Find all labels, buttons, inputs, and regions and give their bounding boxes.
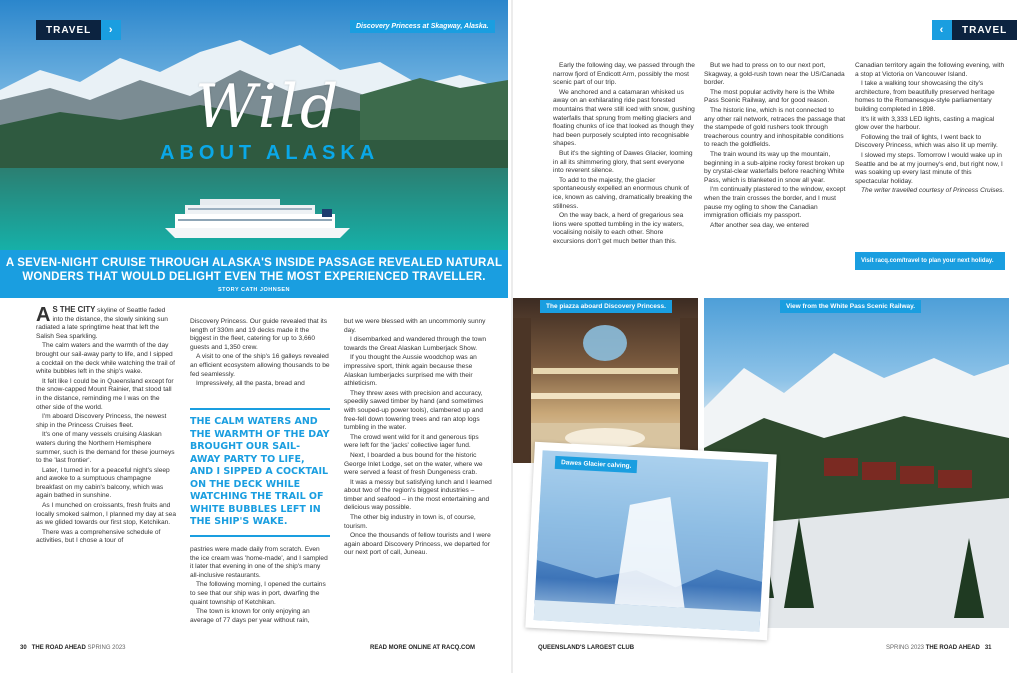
standfirst: A SEVEN-NIGHT CRUISE THROUGH ALASKA'S INSIDE PASSAGE REVEALED NATURAL WONDERS THAT WOULD DELIGHT EVEN THE MOST EXPERIENCED TRAVELLER. [5, 257, 503, 283]
footer-read-more: READ MORE ONLINE AT RACQ.COM [370, 645, 475, 651]
paragraph: It felt like I could be in Queensland except for the snow-capped Mount Rainier, that stood tall in the distance, reminding me I was on the other side of the world. [36, 377, 174, 411]
paragraph: The most popular activity here is the White Pass Scenic Railway, and for good reason. [704, 88, 835, 105]
magazine-name: THE ROAD AHEAD [925, 645, 980, 651]
paragraph: pastries were made daily from scratch. Even the ice cream was 'home-made', and I sampled it later that evening in one of the ship's many all-inclusive restaurants. [190, 546, 328, 579]
footer-club: QUEENSLAND'S LARGEST CLUB [538, 645, 635, 651]
paragraph: But it's the sighting of Dawes Glacier, looming in all its shimmering glory, that sent everyone into reverent silence. [553, 149, 693, 175]
paragraph: The following morning, I opened the curtains to see that our ship was in port, dwarfing the quaint township of Ketchikan. [190, 581, 326, 606]
issue-label: SPRING 2023 [886, 645, 925, 651]
body-column-2-top [190, 318, 330, 390]
paragraph: I'm aboard Discovery Princess, the newest ship in the Princess Cruises fleet. [36, 413, 167, 429]
glacier-photo [525, 442, 776, 640]
page-number: 31 [984, 645, 992, 651]
section-tag-label: TRAVEL [46, 24, 92, 36]
paragraph: I disembarked and wandered through the town towards the Great Alaskan Lumberjack Show. [344, 336, 486, 352]
photo-caption-railway: View from the White Pass Scenic Railway. [780, 300, 921, 313]
paragraph: We anchored and a catamaran whisked us away on an exhilarating ride past forested mountains that were still iced with snow, gushing waterfalls that sprung from melting glaciers and floating chunks of ice that looked as though they had been purposely sculpted into recognisable shapes. [553, 88, 695, 148]
photo-caption-glacier: Dawes Glacier calving. [555, 456, 638, 473]
article-title-script: Wild [195, 72, 341, 142]
paragraph: Canadian territory again the following evening, with a stop at Victoria on Vancouver Island. [855, 62, 1005, 78]
body-column-2-bottom [190, 546, 330, 626]
piazza-photo [513, 298, 698, 463]
paragraph: I take a walking tour showcasing the city's architecture, from beautifully preserved heritage homes to the Romanesque-style parliamentary building completed in 1898. [855, 80, 995, 113]
footer-right [886, 645, 992, 651]
pull-quote: THE CALM WATERS AND THE WARMTH OF THE DAY BROUGHT OUR SAIL-AWAY PARTY TO LIFE, AND I SIPPED A COCKTAIL ON THE DECK WHILE WATCHING THE TRAIL OF WHITE BUBBLES LEFT IN THE SHIP'S WAKE. [190, 408, 330, 537]
chevron-left-icon: ‹ [932, 20, 952, 40]
magazine-name: THE ROAD AHEAD [31, 645, 86, 651]
paragraph: Following the trail of lights, I went back to Discovery Princess, which was also lit up merrily. [855, 133, 998, 150]
paragraph: If you thought the Aussie woodchop was an impressive sport, think again because these Alaskan lumberjacks surprised me with their athleticism. [344, 354, 477, 388]
article-title: ABOUT ALASKA [160, 142, 380, 164]
atrium-illustration [513, 298, 698, 463]
section-tag-left [36, 20, 121, 40]
paragraph: A visit to one of the ship's 16 galleys revealed an efficient ecosystem allowing thousands to be fed seamlessly. [190, 353, 330, 378]
body-column-3 [344, 318, 494, 559]
paragraph: It was a messy but satisfying lunch and I learned about two of the region's biggest industries – timber and seafood – in the most entertaining and delicious way possible. [344, 478, 492, 512]
paragraph: It's lit with 3,333 LED lights, casting a magical glow over the harbour. [855, 115, 995, 132]
standfirst-banner [0, 250, 508, 298]
paragraph: Impressively, all the pasta, bread and [196, 380, 305, 388]
paragraph: But we had to press on to our next port, Skagway, a gold-rush town near the US/Canada border. [704, 62, 845, 87]
hero-caption: Discovery Princess at Skagway, Alaska. [350, 20, 495, 33]
paragraph: On the way back, a herd of gregarious sea lions were spotted tumbling in the icy waters, vocalising noisily to each other. Shore excursions don't get much better than this. [553, 212, 684, 245]
paragraph: The historic line, which is not connected to any other rail network, retraces the passage that the stampede of gold rushers took through treacherous country and inhospitable conditions to reach the goldfields. [704, 106, 846, 149]
drop-cap: A [36, 304, 51, 326]
paragraph: To add to the majesty, the glacier spontaneously expelled an enormous chunk of ice, known as calving, dramatically breaking the stillness. [553, 176, 693, 210]
ice-wall-illustration [534, 450, 769, 632]
paragraph: skyline of Seattle faded into the distance, the slowly sinking sun radiated a late springtime heat that left the Salish Sea sparkling. [36, 307, 168, 340]
paragraph: It's one of many vessels cruising Alaskan waters during the Northern Hemisphere summer, such is the demand for these journeys to the 'last frontier'. [36, 431, 175, 465]
chevron-right-icon: › [101, 20, 121, 40]
glacier-image [534, 450, 769, 632]
paragraph: The calm waters and the warmth of the day brought our sail-away party to life, and I sipped a cocktail on the deck while watching the trail of white bubbles left in the ship's wake. [36, 342, 175, 376]
paragraph: Early the following day, we passed through the narrow fjord of Endicott Arm, possibly the most scenic part of our trip. [553, 62, 695, 87]
section-tag-right [932, 20, 1017, 40]
paragraph: Next, I boarded a bus bound for the historic George Inlet Lodge, set on the water, where we were served a feast of fresh Dungeness crab. [344, 451, 483, 477]
paragraph: The town is known for only enjoying an average of 77 days per year without rain, [190, 608, 310, 624]
byline: STORY CATH JOHNSEN [217, 287, 291, 293]
paragraph: Discovery Princess. Our guide revealed that its length of 330m and 19 decks made it the biggest in the fleet, catering for up to 3,660 guests and 1,350 crew. [190, 318, 328, 351]
photo-caption-piazza: The piazza aboard Discovery Princess. [540, 300, 672, 313]
right-column-2 [704, 62, 846, 231]
paragraph: The train wound its way up the mountain, beginning in a sub-alpine rocky forest broken up by crystal-clear waterfalls before reaching White Pass, which is blanketed in snow all year. [704, 150, 845, 184]
page-number: 30 [20, 645, 27, 651]
paragraph: but we were blessed with an uncommonly sunny day. [344, 318, 486, 334]
paragraph: The crowd went wild for it and generous tips were left for the 'jacks' collective lager fund. [344, 433, 479, 450]
section-tag-label: TRAVEL [962, 24, 1008, 36]
paragraph: The writer travelled courtesy of Princess Cruises. [861, 187, 1005, 195]
right-column-1 [553, 62, 695, 247]
paragraph: I'm continually plastered to the window, except when the train crosses the border, and I must pause my ogling to show the Canadian immigration officials my passport. [704, 186, 846, 220]
paragraph: Later, I turned in for a peaceful night's sleep and awoke to a sumptuous champagne breakfast on my cabin's balcony, which was again bathed in sunshine. [36, 466, 170, 500]
paragraph: The other big industry in town is, of course, tourism. [344, 514, 476, 530]
paragraph: There was a comprehensive schedule of activities, but I chose a tour of [36, 528, 161, 545]
issue-label: SPRING 2023 [87, 645, 126, 651]
body-column-1 [36, 306, 176, 547]
lead-in: S THE CITY [52, 305, 96, 314]
footer-left [20, 645, 126, 651]
paragraph: Once the thousands of fellow tourists and I were again aboard Discovery Princess, we departed for our next port of call, Juneau. [344, 532, 491, 557]
paragraph: After another sea day, we entered [710, 221, 809, 229]
right-column-3 [855, 62, 1005, 197]
paragraph: As I munched on croissants, fresh fruits and locally smoked salmon, I planned my day at sea as we glided towards our first stop, Ketchikan. [36, 502, 177, 527]
visit-callout: Visit racq.com/travel to plan your next holiday. [855, 252, 1005, 270]
paragraph: They threw axes with precision and accuracy, speedily sawed timber by hand (and sometimes with souped-up power tools), clambered up and free-fell down towering trees and ran atop logs tumbling in the water. [344, 389, 484, 432]
paragraph: I slowed my steps. Tomorrow I would wake up in Seattle and be at my journey's end, but right now, I was soaking up every last minute of this spectacular holiday. [855, 151, 1003, 185]
